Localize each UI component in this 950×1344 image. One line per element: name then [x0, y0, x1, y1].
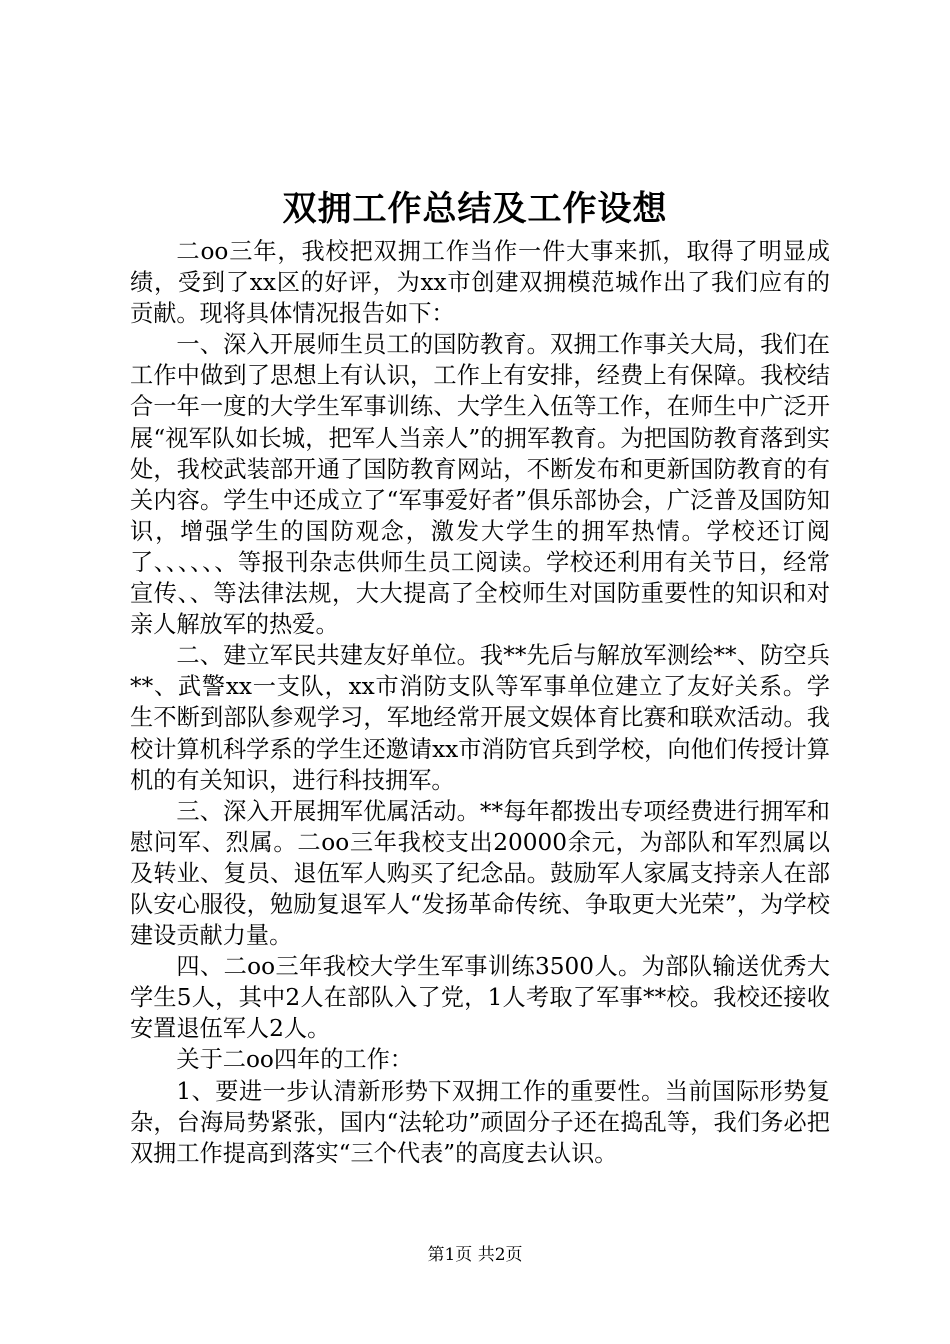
section-3-paragraph: 三、深入开展拥军优属活动。**每年都拨出专项经费进行拥军和慰问军、烈属。二oo三年我校支出20000余元，为部队和军烈属以及转业、复员、退伍军人购买了纪念品。鼓励军人家属支持亲人在部队安心服役，勉励复退军人“发扬革命传统、争取更大光荣”，为学校建设贡献力量。: [130, 797, 830, 950]
document-body: [130, 236, 830, 1169]
document-title: 双拥工作总结及工作设想: [282, 189, 668, 229]
plan-item-1-paragraph: 1、要进一步认清新形势下双拥工作的重要性。当前国际形势复杂，台海局势紧张，国内“法轮功”顽固分子还在捣乱等，我们务必把双拥工作提高到落实“三个代表”的高度去认识。: [130, 1077, 830, 1167]
next-year-heading: 关于二oo四年的工作：: [176, 1046, 413, 1074]
intro-paragraph: 二oo三年，我校把双拥工作当作一件大事来抓，取得了明显成绩，受到了xx区的好评，为xx市创建双拥模范城作出了我们应有的贡献。现将具体情况报告如下：: [130, 238, 830, 328]
section-4-paragraph: 四、二oo三年我校大学生军事训练3500人。为部队输送优秀大学生5人，其中2人在部队入了党，1人考取了军事**校。我校还接收安置退伍军人2人。: [130, 953, 830, 1043]
section-1-paragraph: 一、深入开展师生员工的国防教育。双拥工作事关大局，我们在工作中做到了思想上有认识，工作上有安排，经费上有保障。我校结合一年一度的大学生军事训练、大学生入伍等工作，在师生中广泛开展“视军队如长城，把军人当亲人”的拥军教育。为把国防教育落到实处，我校武装部开通了国防教育网站，不断发布和更新国防教育的有关内容。学生中还成立了“军事爱好者”俱乐部协会，广泛普及国防知识，增强学生的国防观念，激发大学生的拥军热情。学校还订阅了、、、、、、等报刊杂志供师生员工阅读。学校还利用有关节日，经常宣传、、等法律法规，大大提高了全校师生对国防重要性的知识和对亲人解放军的热爱。: [130, 331, 830, 639]
page-footer: 第1页 共2页: [427, 1245, 523, 1265]
section-2-paragraph: 二、建立军民共建友好单位。我**先后与解放军测绘**、防空兵**、武警xx一支队，xx市消防支队等军事单位建立了友好关系。学生不断到部队参观学习，军地经常开展文娱体育比赛和联欢活动。我校计算机科学系的学生还邀请xx市消防官兵到学校，向他们传授计算机的有关知识，进行科技拥军。: [130, 642, 830, 794]
